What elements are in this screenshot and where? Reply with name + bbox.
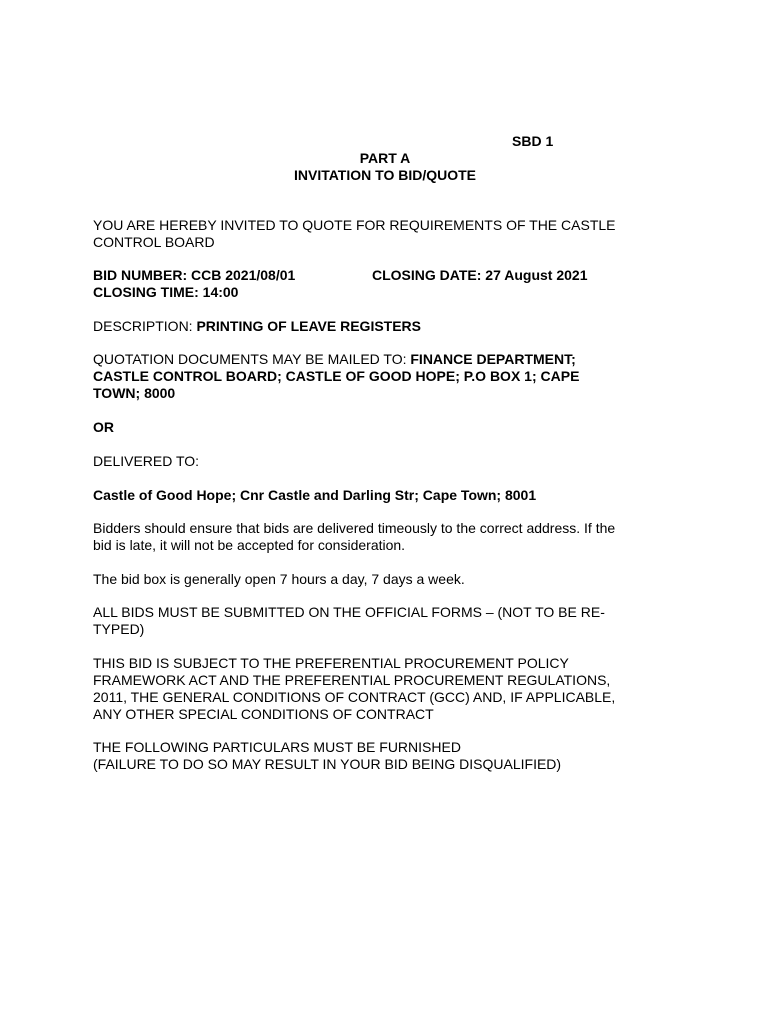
subject-line: THIS BID IS SUBJECT TO THE PREFERENTIAL PROCUREMENT POLICY xyxy=(93,655,569,671)
bid-box-paragraph: The bid box is generally open 7 hours a day, 7 days a week. xyxy=(93,571,465,587)
particulars-paragraph xyxy=(93,739,693,773)
forms-line: ALL BIDS MUST BE SUBMITTED ON THE OFFICIAL FORMS – (NOT TO BE RE- xyxy=(93,604,605,620)
description-value: PRINTING OF LEAVE REGISTERS xyxy=(196,318,422,334)
mailing-value: TOWN; 8000 xyxy=(93,385,176,401)
forms-line: TYPED) xyxy=(93,621,145,637)
intro-paragraph xyxy=(93,217,693,251)
bidders-line: Bidders should ensure that bids are delivered timeously to the correct address. If the xyxy=(93,520,616,536)
delivery-label: DELIVERED TO: xyxy=(93,453,200,469)
closing-date: CLOSING DATE: 27 August 2021 xyxy=(372,267,588,283)
intro-line: YOU ARE HEREBY INVITED TO QUOTE FOR REQUIREMENTS OF THE CASTLE xyxy=(93,217,616,233)
subject-line: FRAMEWORK ACT AND THE PREFERENTIAL PROCUREMENT REGULATIONS, xyxy=(93,672,611,688)
closing-time: CLOSING TIME: 14:00 xyxy=(93,284,239,300)
document-title: INVITATION TO BID/QUOTE xyxy=(294,167,476,183)
particulars-line: (FAILURE TO DO SO MAY RESULT IN YOUR BID BEING DISQUALIFIED) xyxy=(93,756,562,772)
subject-line: 2011, THE GENERAL CONDITIONS OF CONTRACT (GCC) AND, IF APPLICABLE, xyxy=(93,689,616,705)
form-code: SBD 1 xyxy=(512,133,554,149)
part-heading: PART A xyxy=(359,150,411,166)
bidders-line: bid is late, it will not be accepted for consideration. xyxy=(93,537,406,553)
description-paragraph xyxy=(93,318,693,335)
bid-number: BID NUMBER: CCB 2021/08/01 xyxy=(93,267,296,283)
mailing-label: QUOTATION DOCUMENTS MAY BE MAILED TO: xyxy=(93,351,411,367)
forms-paragraph xyxy=(93,604,693,638)
description-label: DESCRIPTION: xyxy=(93,318,197,334)
description-line xyxy=(93,318,693,335)
bidders-paragraph xyxy=(93,520,693,554)
intro-line: CONTROL BOARD xyxy=(93,234,215,250)
delivery-address: Castle of Good Hope; Cnr Castle and Darling Str; Cape Town; 8001 xyxy=(93,487,537,503)
subject-paragraph xyxy=(93,655,693,723)
or-text: OR xyxy=(93,419,114,435)
mailing-value: FINANCE DEPARTMENT; xyxy=(410,351,576,367)
mailing-line xyxy=(93,351,693,368)
mailing-paragraph xyxy=(93,351,693,402)
particulars-line: THE FOLLOWING PARTICULARS MUST BE FURNISHED xyxy=(93,739,461,755)
mailing-value: CASTLE CONTROL BOARD; CASTLE OF GOOD HOPE; P.O BOX 1; CAPE xyxy=(93,368,580,384)
subject-line: ANY OTHER SPECIAL CONDITIONS OF CONTRACT xyxy=(93,706,434,722)
